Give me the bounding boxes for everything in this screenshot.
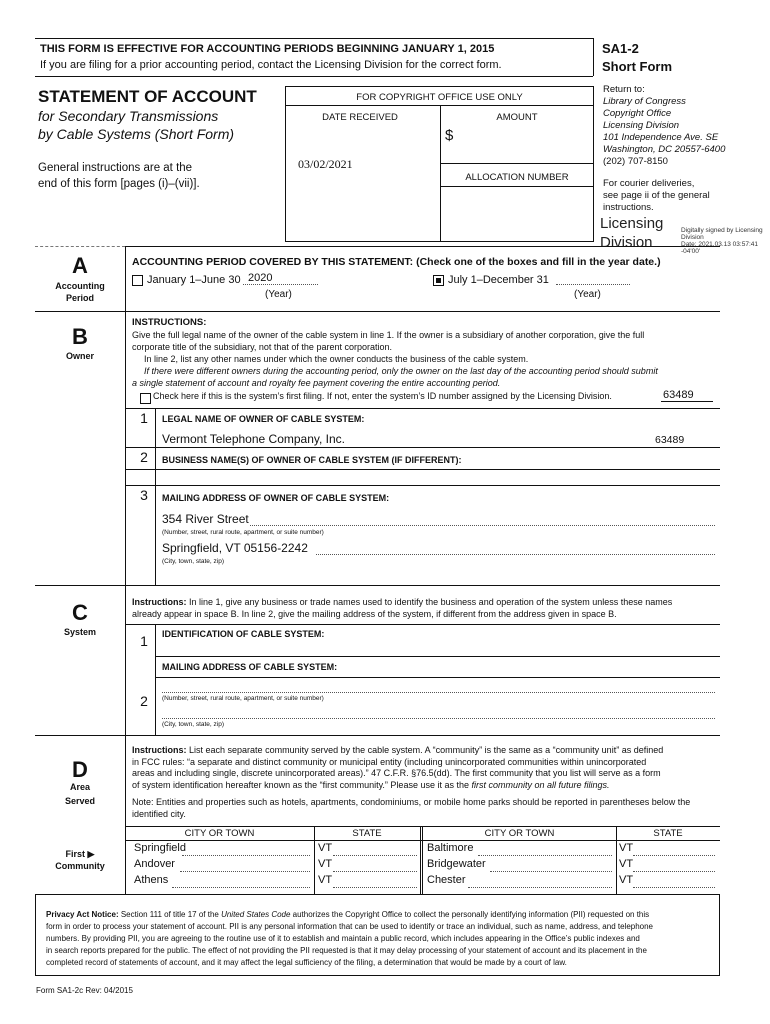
- instruction-line: in FCC rules: “a separate and distinct community or municipal entity (including unincorporated communities within unincorporated: [132, 756, 647, 767]
- row-line: [333, 871, 417, 872]
- instruction-line: List each separate community served by the cable system. A “community” is the same as a “community unit” as defined: [186, 745, 664, 755]
- row-line: [468, 887, 612, 888]
- section-b-instructions: [132, 329, 658, 389]
- community-city[interactable]: Springfield: [134, 842, 186, 854]
- jul-dec-year-caption: (Year): [574, 289, 601, 300]
- owner-street-value[interactable]: 354 River Street: [162, 512, 249, 526]
- col-city-right: CITY OR TOWN: [484, 828, 555, 839]
- jan-jun-label: January 1–June 30: [147, 274, 241, 286]
- system-line2-rule: [155, 656, 720, 657]
- digital-line: Date: 2021.03.13 03:57:41 -04'00': [681, 241, 758, 255]
- section-d-divider: [125, 735, 126, 894]
- privacy-line: Section 111 of title 17 of the: [118, 910, 222, 919]
- section-a-divider: [125, 246, 126, 311]
- system-street-line[interactable]: [162, 692, 715, 693]
- jan-jun-year-line: [243, 284, 318, 285]
- row-line: [490, 871, 612, 872]
- instruction-line: areas and including single, discrete unincorporated areas).” 47 C.F.R. §76.5(dd). The first community that you list will serve as a form: [132, 768, 661, 778]
- dollar-sign: $: [445, 127, 454, 144]
- jul-dec-year-line: [556, 284, 630, 285]
- owner-street-caption: (Number, street, rural route, apartment, or suite number): [162, 529, 324, 536]
- form-id: SA1-2: [602, 41, 639, 56]
- row-line: [633, 887, 715, 888]
- privacy-line: numbers. By providing PII, you are agreeing to the routine use of it to establish and maintain a public record, which includes appearing in the Office’s public indexes and: [46, 934, 640, 943]
- section-a-label-2: Period: [65, 293, 94, 303]
- instruction-line: corporate title of the subsidiary, not that of the parent corporation.: [132, 342, 392, 352]
- system-city-caption: (City, town, state, zip): [162, 721, 225, 728]
- row-line: [180, 871, 310, 872]
- community-state[interactable]: VT: [318, 874, 333, 886]
- courier-line: For courier deliveries,: [603, 178, 695, 189]
- prior-period-line: If you are filing for a prior accounting period, contact the Licensing Division for the correct form.: [40, 59, 502, 71]
- section-c-label: System: [63, 627, 97, 637]
- header-top-rule: [35, 38, 593, 39]
- section-d-letter: D: [72, 757, 88, 782]
- col-state-right: STATE: [653, 828, 683, 839]
- row-line: [172, 887, 310, 888]
- allocation-rule: [440, 186, 594, 187]
- amount-label: AMOUNT: [496, 112, 538, 123]
- digital-signature-note: [681, 227, 770, 255]
- system-street-caption: (Number, street, rural route, apartment, or suite number): [162, 695, 324, 702]
- section-d-top-rule: [35, 735, 720, 736]
- instruction-line: a single statement of account and royalty fee payment covering the entire accounting period.: [132, 378, 501, 388]
- system-identification-label: IDENTIFICATION OF CABLE SYSTEM:: [162, 629, 325, 639]
- section-a-label-1: Accounting: [55, 281, 105, 291]
- system-number-divider: [155, 624, 156, 735]
- jan-jun-year[interactable]: 2020: [248, 272, 273, 284]
- instruction-head: Instructions:: [132, 597, 187, 607]
- row-line: [633, 855, 715, 856]
- header-divider: [593, 38, 594, 76]
- privacy-head: Privacy Act Notice:: [46, 910, 119, 919]
- community-city[interactable]: Andover: [134, 858, 175, 870]
- row-line: [478, 855, 612, 856]
- courier-line: instructions.: [603, 202, 654, 213]
- allocation-number-label: ALLOCATION NUMBER: [465, 172, 569, 183]
- owner-city-line: [316, 554, 715, 555]
- signature-name-2: Division: [600, 234, 653, 251]
- community-city[interactable]: Bridgewater: [427, 858, 486, 870]
- instruction-line: of system identification hereafter known as the “first community.” Please use it as the: [132, 779, 472, 790]
- courier-note: [603, 178, 710, 214]
- section-d-label-1: Area: [69, 782, 90, 792]
- signature-name-1: Licensing: [600, 215, 664, 232]
- return-line: Library of Congress: [603, 96, 686, 107]
- community-table-head-rule: [125, 840, 720, 841]
- mailing-address-label: MAILING ADDRESS OF OWNER OF CABLE SYSTEM:: [162, 493, 390, 503]
- row-line: [182, 855, 310, 856]
- return-line: 101 Independence Ave. SE: [603, 132, 719, 143]
- owner-line1-number: 1: [140, 410, 148, 426]
- col-city-left: CITY OR TOWN: [184, 828, 255, 839]
- row-line: [633, 871, 715, 872]
- section-c-letter: C: [72, 600, 88, 625]
- section-b-divider: [125, 311, 126, 585]
- system-mailing-rule: [155, 677, 720, 678]
- section-d-instructions: [132, 745, 663, 791]
- courier-line: see page ii of the general: [603, 190, 710, 201]
- section-b-label: Owner: [65, 351, 94, 361]
- jul-dec-checkbox[interactable]: [433, 275, 444, 286]
- amount-rule: [440, 163, 594, 164]
- owner-line2-rule: [125, 447, 720, 448]
- system-line1-number: 1: [140, 633, 148, 649]
- instruction-line: In line 1, give any business or trade names used to identify the business and operation of the system unless these names: [186, 597, 673, 607]
- jul-dec-label: July 1–December 31: [448, 274, 549, 286]
- section-b-top-rule: [35, 311, 720, 312]
- community-city[interactable]: Athens: [134, 874, 169, 886]
- section-c-divider: [125, 585, 126, 735]
- form-type: Short Form: [602, 59, 673, 74]
- community-state[interactable]: VT: [318, 858, 333, 870]
- effective-line: THIS FORM IS EFFECTIVE FOR ACCOUNTING PERIODS BEGINNING JANUARY 1, 2015: [40, 43, 495, 55]
- return-line: Washington, DC 20557-6400: [603, 144, 726, 155]
- row-line: [333, 887, 417, 888]
- owner-city-value[interactable]: Springfield, VT 05156-2242: [162, 541, 308, 555]
- digital-line: Division: [681, 234, 704, 241]
- instruction-line: In line 2, list any other names under which the owner conducts the business of the cable system.: [144, 354, 529, 364]
- community-city[interactable]: Baltimore: [427, 842, 474, 854]
- owner-legal-name-label: LEGAL NAME OF OWNER OF CABLE SYSTEM:: [162, 414, 365, 424]
- section-a-dashed: [35, 246, 125, 247]
- instruction-line: first community on all future filings.: [471, 779, 610, 790]
- privacy-notice-text: [46, 909, 653, 969]
- system-line2-number: 2: [140, 693, 148, 709]
- form-subtitle-2: by Cable Systems (Short Form): [38, 126, 235, 142]
- privacy-line: in search reports prepared for the public. The effect of not providing the PII requested is that it may delay processing of your statement of account and its placement in the: [46, 946, 647, 955]
- privacy-line: form in order to process your statement of account. PII is any personal information that can be used to identify or trace an individual, such as name, address, and telephone: [46, 922, 654, 931]
- first-filing-checkbox[interactable]: [140, 393, 151, 404]
- section-c-instructions: [132, 596, 672, 620]
- privacy-line: United States Code: [221, 910, 291, 919]
- system-mailing-label: MAILING ADDRESS OF CABLE SYSTEM:: [162, 662, 338, 672]
- line-number-divider: [155, 408, 156, 585]
- section-d-note: [132, 797, 690, 820]
- return-to-label: Return to:: [603, 84, 645, 95]
- community-state[interactable]: VT: [619, 842, 634, 854]
- owner-city-caption: (City, town, state, zip): [162, 558, 225, 565]
- community-state[interactable]: VT: [619, 874, 634, 886]
- note-line: identified city.: [132, 808, 186, 819]
- digital-line: Digitally signed by Licensing: [681, 227, 763, 234]
- return-phone: (202) 707-8150: [603, 156, 668, 167]
- general-instructions-2: end of this form [pages (i)–(vii)].: [38, 178, 200, 190]
- section-b-letter: B: [72, 324, 88, 349]
- instruction-line: Give the full legal name of the owner of the cable system in line 1. If the owner is a subsidiary of another corporation, give the full: [132, 330, 645, 340]
- community-state[interactable]: VT: [619, 858, 634, 870]
- first-community-label-1: First ▶: [65, 849, 95, 859]
- owner-line2-mid-rule: [125, 469, 720, 470]
- accounting-period-heading: ACCOUNTING PERIOD COVERED BY THIS STATEMENT: (Check one of the boxes and fill in the year date.): [132, 256, 661, 268]
- community-state[interactable]: VT: [318, 842, 333, 854]
- instruction-line: If there were different owners during the accounting period, only the owner on the last day of the accounting period should submit: [144, 366, 658, 376]
- instruction-head: Instructions:: [132, 745, 187, 755]
- form-title: STATEMENT OF ACCOUNT: [38, 87, 257, 106]
- col-state-left: STATE: [352, 828, 382, 839]
- return-line: Copyright Office: [603, 108, 672, 119]
- owner-line3-number: 3: [140, 487, 148, 503]
- section-d-label-2: Served: [64, 796, 96, 806]
- system-id-line: [661, 401, 713, 402]
- owner-id-value: 63489: [655, 434, 685, 446]
- form-revision: Form SA1-2c Rev: 04/2015: [36, 986, 133, 995]
- community-city[interactable]: Chester: [427, 874, 466, 886]
- form-subtitle-1: for Secondary Transmissions: [38, 108, 219, 124]
- section-c-top-rule: [35, 585, 720, 586]
- date-received-value: 03/02/2021: [298, 157, 353, 171]
- first-community-label-2: Community: [55, 861, 105, 871]
- owner-line1-rule: [125, 408, 720, 409]
- system-line1-rule: [125, 624, 720, 625]
- section-a-top-rule: [125, 246, 720, 247]
- note-line: Note: Entities and properties such as hotels, apartments, condominiums, or mobile home parks should be reported in parentheses below the: [132, 797, 691, 807]
- privacy-line: completed record of statements of account, and it may affect the legal sufficiency of the filing, a determination that would be made by a court of law.: [46, 958, 567, 967]
- business-names-label: BUSINESS NAME(S) OF OWNER OF CABLE SYSTEM (IF DIFFERENT):: [162, 455, 462, 465]
- office-use-heading: FOR COPYRIGHT OFFICE USE ONLY: [356, 92, 523, 103]
- system-city-line[interactable]: [162, 718, 715, 719]
- owner-line3-rule: [125, 485, 720, 486]
- date-received-label: DATE RECEIVED: [322, 112, 398, 123]
- header-bottom-rule: [35, 76, 593, 77]
- return-address: [603, 96, 725, 156]
- section-b-instructions-head: INSTRUCTIONS:: [132, 317, 207, 328]
- owner-legal-name-value[interactable]: Vermont Telephone Company, Inc.: [162, 432, 345, 446]
- privacy-line: authorizes the Copyright Office to collect the personally identifying information (PII) requested on this: [290, 910, 650, 919]
- row-line: [333, 855, 417, 856]
- section-a-letter: A: [72, 253, 88, 278]
- instruction-line: already appear in space B. In line 2, give the mailing address of the system, if different from the address given in space B.: [132, 609, 617, 619]
- owner-street-line: [250, 525, 715, 526]
- system-id-value[interactable]: 63489: [663, 389, 694, 401]
- owner-line2-number: 2: [140, 449, 148, 465]
- jan-jun-year-caption: (Year): [265, 289, 292, 300]
- general-instructions-1: General instructions are at the: [38, 162, 193, 174]
- return-line: Licensing Division: [603, 120, 680, 131]
- jan-jun-checkbox[interactable]: [132, 275, 143, 286]
- first-filing-text: Check here if this is the system’s first filing. If not, enter the system’s ID number assigned by the Licensing Division.: [153, 391, 612, 401]
